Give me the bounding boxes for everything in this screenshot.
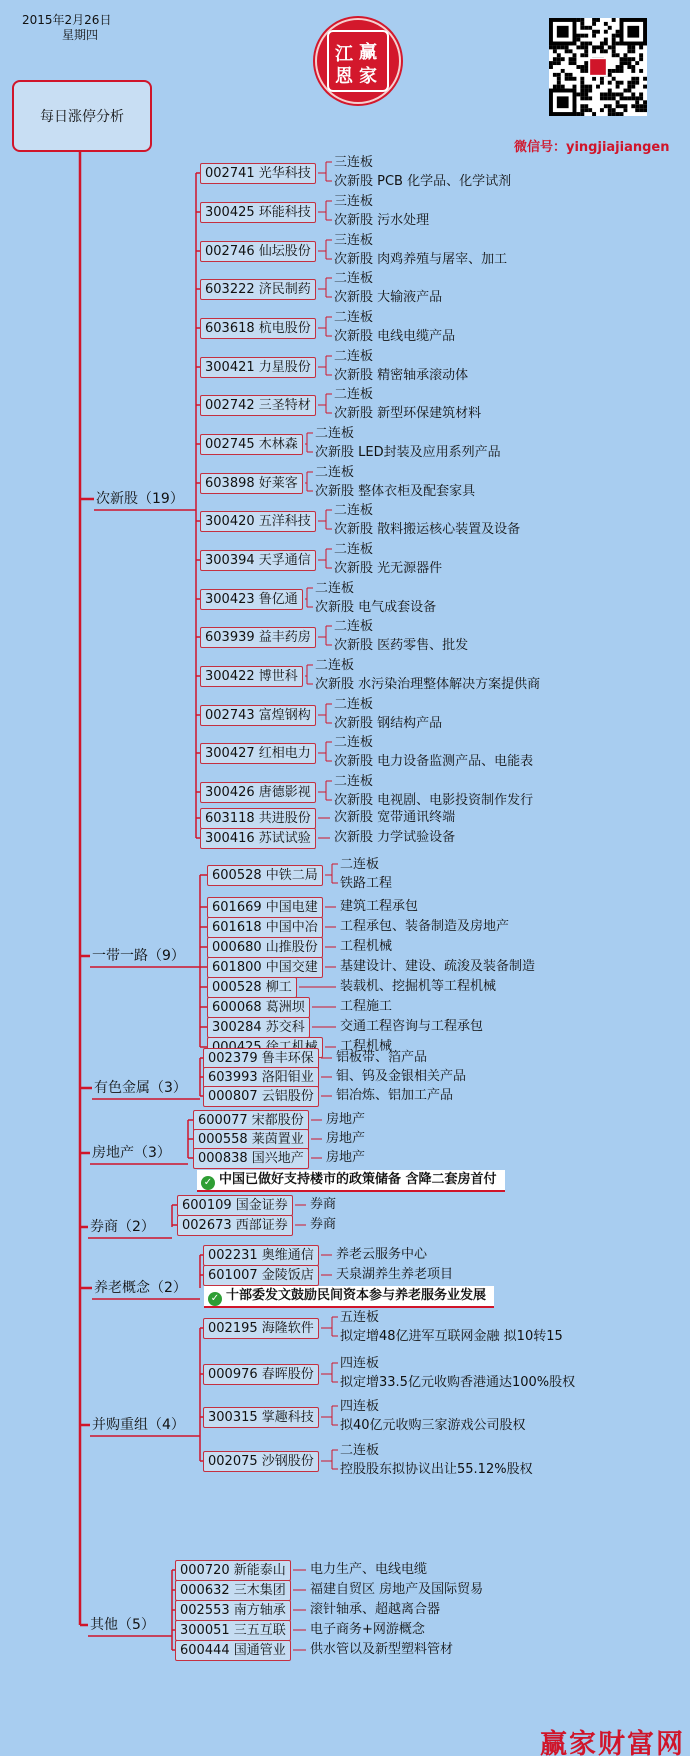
stock-description: 次新股 水污染治理整体解决方案提供商 <box>315 677 541 692</box>
stock-description: 次新股 污水处理 <box>334 213 430 228</box>
stock-description: 房地产 <box>326 1131 366 1146</box>
limit-up-streak: 二连板 <box>334 503 374 518</box>
category-label: 券商（2） <box>90 1219 155 1235</box>
stock-node: 300422 博世科 <box>200 666 303 687</box>
limit-up-streak: 二连板 <box>334 697 374 712</box>
news-text: 中国已做好支持楼市的政策储备 含降二套房首付 <box>219 1172 497 1187</box>
stock-node: 300421 力星股份 <box>200 357 316 378</box>
stock-node: 603993 洛阳钼业 <box>203 1067 319 1088</box>
stock-node: 000807 云铝股份 <box>203 1086 319 1107</box>
stock-node: 300427 红相电力 <box>200 743 316 764</box>
stock-node: 000558 莱茵置业 <box>193 1129 309 1150</box>
stock-description: 次新股 电视剧、电影投资制作发行 <box>334 793 534 808</box>
category-label: 一带一路（9） <box>92 948 185 964</box>
root-title: 每日涨停分析 <box>40 109 124 125</box>
stock-description: 滚针轴承、超越离合器 <box>310 1602 441 1617</box>
stock-description: 次新股 电线电缆产品 <box>334 329 456 344</box>
stock-node: 002741 光华科技 <box>200 163 316 184</box>
stock-node: 000528 柳工 <box>207 977 297 998</box>
limit-up-streak: 三连板 <box>334 155 374 170</box>
stock-description: 次新股 力学试验设备 <box>334 830 456 845</box>
limit-up-streak: 二连板 <box>334 619 374 634</box>
stock-node: 000720 新能泰山 <box>175 1560 291 1581</box>
site-watermark: 赢家财富网 <box>540 1729 685 1756</box>
stock-node: 601007 金陵饭店 <box>203 1265 319 1286</box>
stock-node: 300315 掌趣科技 <box>203 1407 319 1428</box>
stock-node: 002553 南方轴承 <box>175 1600 291 1621</box>
stock-description: 房地产 <box>326 1150 366 1165</box>
stock-description: 供水管以及新型塑料管材 <box>310 1642 454 1657</box>
stock-node: 603898 好莱客 <box>200 473 303 494</box>
stock-node: 600528 中铁二局 <box>207 865 323 886</box>
stock-node: 002195 海隆软件 <box>203 1318 319 1339</box>
stock-node: 300425 环能科技 <box>200 202 316 223</box>
brand-seal-logo <box>315 18 401 104</box>
limit-up-streak: 二连板 <box>334 542 374 557</box>
stock-node: 002743 富煌钢构 <box>200 705 316 726</box>
news-text: 十部委发文鼓励民间资本参与养老服务业发展 <box>226 1288 487 1303</box>
stock-node: 300420 五洋科技 <box>200 511 316 532</box>
stock-description: 工程机械 <box>340 939 393 954</box>
stock-description: 次新股 PCB 化学品、化学试剂 <box>334 174 512 189</box>
category-label: 并购重组（4） <box>92 1417 185 1433</box>
category-label: 养老概念（2） <box>94 1280 187 1296</box>
category-label: 房地产（3） <box>92 1145 171 1161</box>
stock-description: 交通工程咨询与工程承包 <box>340 1019 484 1034</box>
stock-node: 300426 唐德影视 <box>200 782 316 803</box>
stock-node: 601669 中国电建 <box>207 897 323 918</box>
stock-node: 601618 中国中冶 <box>207 917 323 938</box>
stock-description: 次新股 新型环保建筑材料 <box>334 406 482 421</box>
stock-node: 300284 苏交科 <box>207 1017 310 1038</box>
stock-node: 000680 山推股份 <box>207 937 323 958</box>
stock-node: 000838 国兴地产 <box>193 1148 309 1169</box>
stock-description: 次新股 钢结构产品 <box>334 716 443 731</box>
limit-up-streak: 二连板 <box>334 387 374 402</box>
limit-up-streak: 二连板 <box>315 465 355 480</box>
stock-description: 铁路工程 <box>340 876 393 891</box>
stock-description: 次新股 散料搬运核心装置及设备 <box>334 522 521 537</box>
stock-description: 次新股 光无源器件 <box>334 561 443 576</box>
wechat-id: 微信号：yingjiajiangen <box>514 140 670 155</box>
stock-node: 603118 共进股份 <box>200 808 316 829</box>
stock-node: 002379 鲁丰环保 <box>203 1048 319 1069</box>
stock-description: 次新股 大输液产品 <box>334 290 443 305</box>
stock-description: 券商 <box>310 1217 337 1232</box>
stock-node: 601800 中国交建 <box>207 957 323 978</box>
stock-description: 次新股 LED封装及应用系列产品 <box>315 445 501 460</box>
stock-node: 300394 天孚通信 <box>200 550 316 571</box>
stock-node: 002742 三圣特材 <box>200 395 316 416</box>
limit-up-streak: 二连板 <box>334 349 374 364</box>
check-icon: ✓ <box>201 1176 215 1190</box>
limit-up-streak: 二连板 <box>334 774 374 789</box>
limit-up-streak: 三连板 <box>334 233 374 248</box>
report-weekday: 星期四 <box>62 28 99 42</box>
limit-up-streak: 二连板 <box>334 271 374 286</box>
stock-description: 铝板带、箔产品 <box>336 1050 428 1065</box>
stock-description: 电子商务+网游概念 <box>310 1622 425 1637</box>
stock-description: 工程机械 <box>340 1039 393 1054</box>
stock-description: 次新股 肉鸡养殖与屠宰、加工 <box>334 252 508 267</box>
report-date: 2015年2月26日 <box>22 13 112 27</box>
limit-up-streak: 二连板 <box>315 426 355 441</box>
stock-description: 次新股 宽带通讯终端 <box>334 810 456 825</box>
category-label: 其他（5） <box>90 1617 155 1633</box>
seal-char: 江 <box>335 44 353 65</box>
stock-node: 002075 沙钢股份 <box>203 1451 319 1472</box>
limit-up-streak: 二连板 <box>334 735 374 750</box>
category-label: 有色金属（3） <box>94 1080 187 1096</box>
stock-description: 工程承包、装备制造及房地产 <box>340 919 510 934</box>
limit-up-streak: 二连板 <box>315 658 355 673</box>
root-node <box>12 80 152 152</box>
stock-description: 拟40亿元收购三家游戏公司股权 <box>340 1418 526 1433</box>
stock-description: 装载机、挖掘机等工程机械 <box>340 979 497 994</box>
stock-node: 002745 木林森 <box>200 434 303 455</box>
limit-up-streak: 二连板 <box>340 857 380 872</box>
check-icon: ✓ <box>208 1292 222 1306</box>
seal-char: 赢 <box>359 42 377 63</box>
stock-node: 603939 益丰药房 <box>200 627 316 648</box>
stock-description: 次新股 医药零售、批发 <box>334 638 469 653</box>
qr-code-icon <box>549 18 647 116</box>
stock-node: 603618 杭电股份 <box>200 318 316 339</box>
stock-description: 基建设计、建设、疏浚及装备制造 <box>340 959 536 974</box>
stock-description: 钼、钨及金银相关产品 <box>336 1069 467 1084</box>
limit-up-streak: 二连板 <box>334 310 374 325</box>
stock-node: 300051 三五互联 <box>175 1620 291 1641</box>
stock-node: 600068 葛洲坝 <box>207 997 310 1018</box>
stock-node: 300423 鲁亿通 <box>200 589 303 610</box>
category-label: 次新股（19） <box>96 491 184 507</box>
stock-node: 002673 西部证券 <box>177 1215 293 1236</box>
stock-node: 300416 苏试试验 <box>200 828 316 849</box>
stock-node: 000976 春晖股份 <box>203 1364 319 1385</box>
limit-up-streak: 四连板 <box>340 1356 380 1371</box>
stock-description: 铝冶炼、铝加工产品 <box>336 1088 454 1103</box>
stock-description: 天泉湖养生养老项目 <box>336 1267 454 1282</box>
news-headline <box>197 1170 505 1192</box>
stock-description: 次新股 精密轴承滚动体 <box>334 368 469 383</box>
stock-description: 次新股 电气成套设备 <box>315 600 437 615</box>
stock-description: 券商 <box>310 1197 337 1212</box>
news-headline <box>204 1286 494 1308</box>
stock-description: 养老云服务中心 <box>336 1247 428 1262</box>
limit-up-streak: 二连板 <box>315 581 355 596</box>
stock-description: 建筑工程承包 <box>340 899 419 914</box>
limit-up-streak: 三连板 <box>334 194 374 209</box>
stock-description: 拟定增33.5亿元收购香港通达100%股权 <box>340 1375 576 1390</box>
stock-node: 600109 国金证券 <box>177 1195 293 1216</box>
seal-char: 家 <box>359 66 377 87</box>
stock-description: 福建自贸区 房地产及国际贸易 <box>310 1582 484 1597</box>
stock-node: 002231 奥维通信 <box>203 1245 319 1266</box>
stock-description: 次新股 整体衣柜及配套家具 <box>315 484 476 499</box>
limit-up-streak: 五连板 <box>340 1310 380 1325</box>
stock-description: 次新股 电力设备监测产品、电能表 <box>334 754 534 769</box>
stock-node: 600077 宋都股份 <box>193 1110 309 1131</box>
stock-node: 000632 三木集团 <box>175 1580 291 1601</box>
stock-node: 002746 仙坛股份 <box>200 241 316 262</box>
stock-node: 603222 济民制药 <box>200 279 316 300</box>
stock-description: 控股股东拟协议出让55.12%股权 <box>340 1462 533 1477</box>
stock-description: 工程施工 <box>340 999 393 1014</box>
stock-description: 房地产 <box>326 1112 366 1127</box>
stock-node: 600444 国通管业 <box>175 1640 291 1661</box>
stock-description: 拟定增48亿进军互联网金融 拟10转15 <box>340 1329 563 1344</box>
limit-up-streak: 二连板 <box>340 1443 380 1458</box>
limit-up-streak: 四连板 <box>340 1399 380 1414</box>
stock-description: 电力生产、电线电缆 <box>310 1562 428 1577</box>
seal-char: 恩 <box>335 66 353 87</box>
